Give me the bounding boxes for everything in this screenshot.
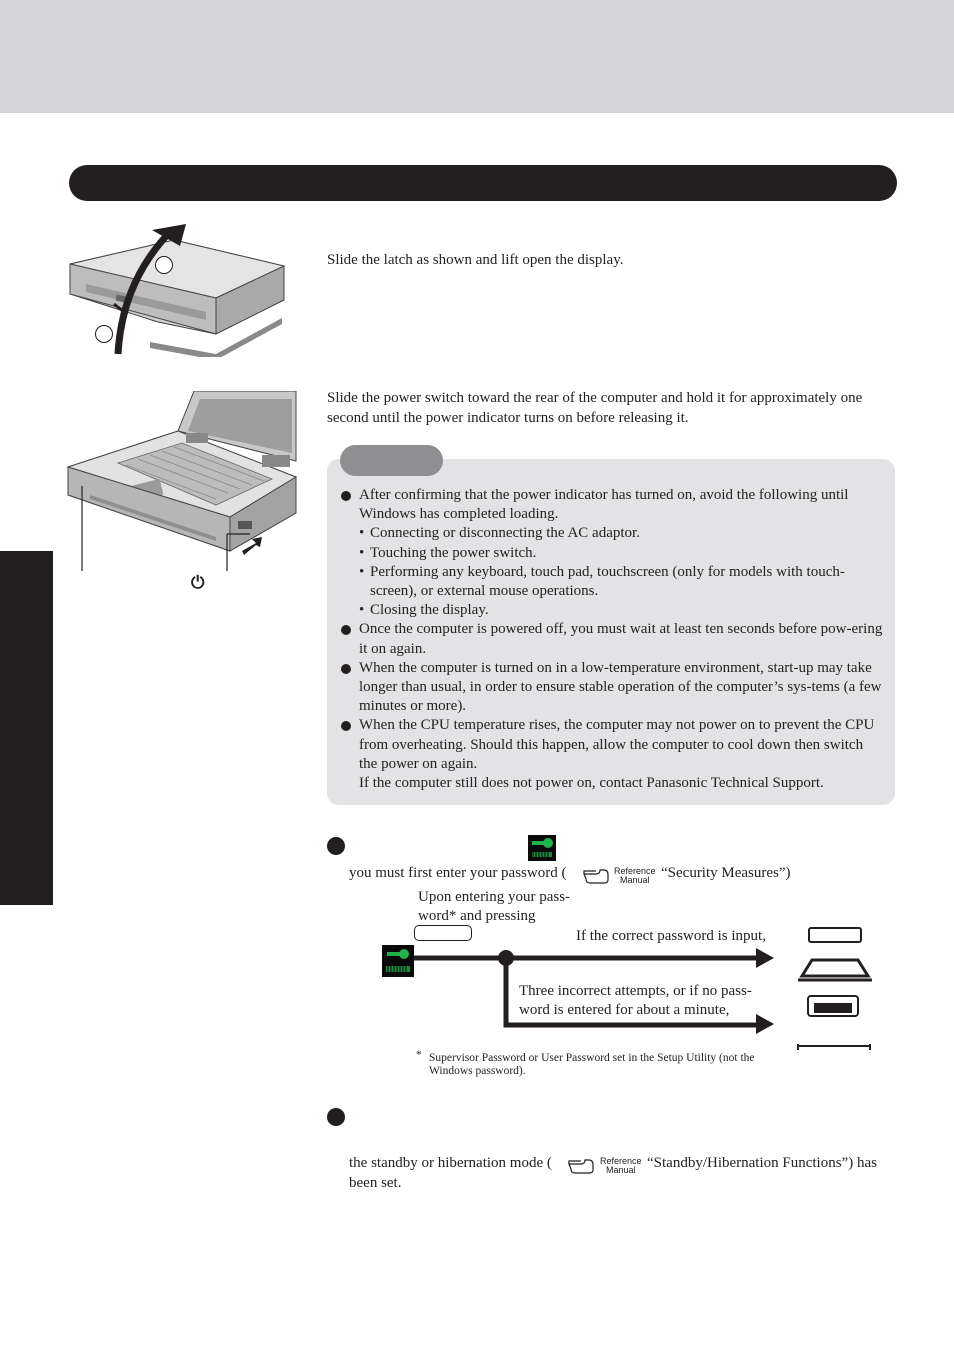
caution-item: After confirming that the power indicator has turned on, avoid the following until Windows has completed loading. • Connecting or disconnecting the AC adaptor. • Touching the power switch. • Performing any keyboard, touch pad, touchscreen (only for models with touch-screen), or external mouse operations. • Closing the display.: [340, 486, 885, 620]
section-bullet-password: [327, 837, 345, 855]
power-icon: ⏻: [191, 573, 205, 593]
header-band: [0, 0, 954, 113]
correct-password-label: If the correct password is input,: [576, 928, 766, 944]
enter-key-symbol: [414, 925, 472, 941]
section-side-tab: [0, 551, 53, 905]
reference-topic-security: “Security Measures”): [661, 865, 791, 881]
reference-manual-label: Reference Manual: [614, 866, 656, 885]
password-key-icon: [528, 835, 556, 861]
password-footnote: Supervisor Password or User Password set in the Setup Utility (not the Windows password).: [429, 1052, 755, 1077]
caution-subitem: • Performing any keyboard, touch pad, touchscreen (only for models with touch-screen), or external mouse operations.: [359, 563, 885, 601]
caution-subitem: • Touching the power switch.: [359, 544, 885, 563]
caution-label-tab: [340, 445, 443, 476]
screen-state-icons: [796, 926, 872, 1052]
callout-marker-a: [155, 256, 173, 274]
footnote-mark: *: [416, 1049, 422, 1061]
caution-item: When the CPU temperature rises, the computer may not power on to prevent the CPU from overheating. Should this happen, allow the computer to cool down then switch the power on again. If the computer still does not power on, contact Panasonic Technical Support.: [340, 716, 885, 793]
password-prompt-key-icon: [382, 945, 414, 977]
caution-subitem: • Closing the display.: [359, 601, 885, 620]
caution-list: [340, 486, 885, 793]
caution-subitem: • Connecting or disconnecting the AC adaptor.: [359, 524, 885, 543]
incorrect-password-label: Three incorrect attempts, or if no pass-word is entered for about a minute,: [519, 983, 752, 1018]
section-title-bar: [69, 165, 897, 201]
pointing-hand-icon: [582, 866, 610, 884]
step1-instruction: Slide the latch as shown and lift open the display.: [327, 252, 624, 268]
caution-sublist: [359, 524, 885, 620]
section-bullet-standby: [327, 1108, 345, 1126]
laptop-open-illustration: [66, 391, 298, 571]
reference-topic-standby: “Standby/Hibernation Functions”) has been set.: [349, 1155, 877, 1191]
caution-item: Once the computer is powered off, you must wait at least ten seconds before pow-ering it on again.: [340, 620, 885, 658]
step2-instruction: Slide the power switch toward the rear of the computer and hold it for approximately one second until the power indicator turns on before releasing it.: [327, 390, 863, 426]
caution-item: When the computer is turned on in a low-temperature environment, start-up may take longer than usual, in order to ensure stable operation of the computer’s sys-tems (a few minutes or more).: [340, 659, 885, 717]
password-entry-note: Upon entering your pass-word* and pressing: [418, 889, 571, 924]
password-line: you must first enter your password (: [349, 865, 567, 881]
standby-line-a: the standby or hibernation mode (: [349, 1155, 552, 1171]
callout-marker-b: [95, 325, 113, 343]
reference-manual-label: Reference Manual: [600, 1156, 642, 1175]
